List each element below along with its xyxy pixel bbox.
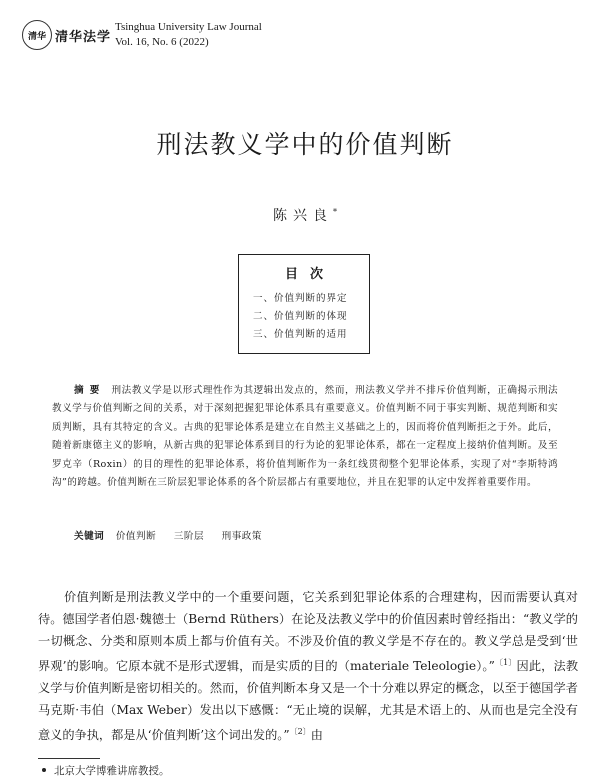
body-text-part: 价值判断是刑法教义学中的一个重要问题，它关系到犯罪论体系的合理建构，因而需要认真对待。德国学者伯恩·魏德士（Bernd Rüthers）在论及法教义学中的价值因素时曾经指出：“教义学的一切概念、分类和原则本质上都与价值有关。不涉及价值的教义学是不存在的。教义学总是受到‘世界观’的影响。它原本就不是形式逻辑，而是实质的目的（materiale Teleologie）。” — [38, 590, 578, 674]
keywords — [74, 528, 276, 542]
keyword: 刑事政策 — [221, 531, 262, 542]
keyword: 三阶层 — [173, 531, 205, 542]
author-name: 陈兴良 — [273, 208, 333, 224]
toc-item: 三、价值判断的适用 — [253, 329, 348, 340]
footnote-divider — [38, 758, 100, 759]
citation-ref: 〔1〕 — [494, 658, 517, 667]
journal-header — [22, 20, 262, 50]
citation-ref: 〔2〕 — [289, 727, 311, 737]
body-text-part: 因此，法教义学与价值判断是密切相关的。然而，价值判断本身又是一个十分难以界定的概念，以至于德国学者马克斯·韦伯（Max Weber）发出以下感慨：“无止境的误解，尤其是术语上的、从而也是完全没有意义的争执，都是从‘价值判断’这个词出发的。” — [38, 659, 579, 743]
abstract-label: 摘要 — [74, 385, 106, 396]
body-paragraph — [38, 586, 578, 746]
keyword: 价值判断 — [115, 531, 157, 542]
table-of-contents — [238, 254, 370, 354]
journal-name-cn: 清华法学 — [55, 29, 112, 45]
toc-item: 二、价值判断的体现 — [253, 311, 348, 322]
journal-name-en: Tsinghua University Law Journal — [115, 21, 262, 33]
footnote-text: 北京大学博雅讲席教授。 — [54, 765, 170, 777]
toc-item: 一、价值判断的界定 — [253, 293, 348, 304]
toc-heading: 目次 — [284, 267, 335, 282]
journal-seal-logo: 清华 — [22, 20, 52, 50]
article-title: 刑法教义学中的价值判断 — [156, 130, 454, 159]
author-line — [0, 205, 610, 225]
footnote-bullet-icon — [42, 768, 46, 772]
journal-info — [115, 20, 262, 50]
abstract — [52, 382, 558, 492]
body-text-part: 由 — [310, 728, 323, 743]
keywords-label: 关键词 — [74, 531, 105, 542]
author-footnote-mark: * — [333, 207, 337, 217]
journal-volume: Vol. 16, No. 6 (2022) — [115, 36, 209, 48]
footnote — [38, 763, 170, 778]
abstract-text: 刑法教义学是以形式理性作为其逻辑出发点的，然而，刑法教义学并不排斥价值判断，正确揭示刑法教义学与价值判断之间的关系，对于深刻把握犯罪论体系具有重要意义。价值判断不同于事实判断、规范判断和实质判断，具有其特定的含义。古典的犯罪论体系是建立在自然主义基础之上的，因而将价值判断拒之于外。此后，随着新康德主义的影响，从新古典的犯罪论体系到目的行为论的犯罪论体系，都在一定程度上接纳价值判断。及至罗克辛（Roxin）的目的理性的犯罪论体系，将价值判断作为一条红线贯彻整个犯罪论体系，实现了对“李斯特鸿沟”的跨越。价值判断在三阶层犯罪论体系的各个阶层都占有重要地位，并且在犯罪的认定中发挥着重要作用。 — [52, 385, 559, 489]
